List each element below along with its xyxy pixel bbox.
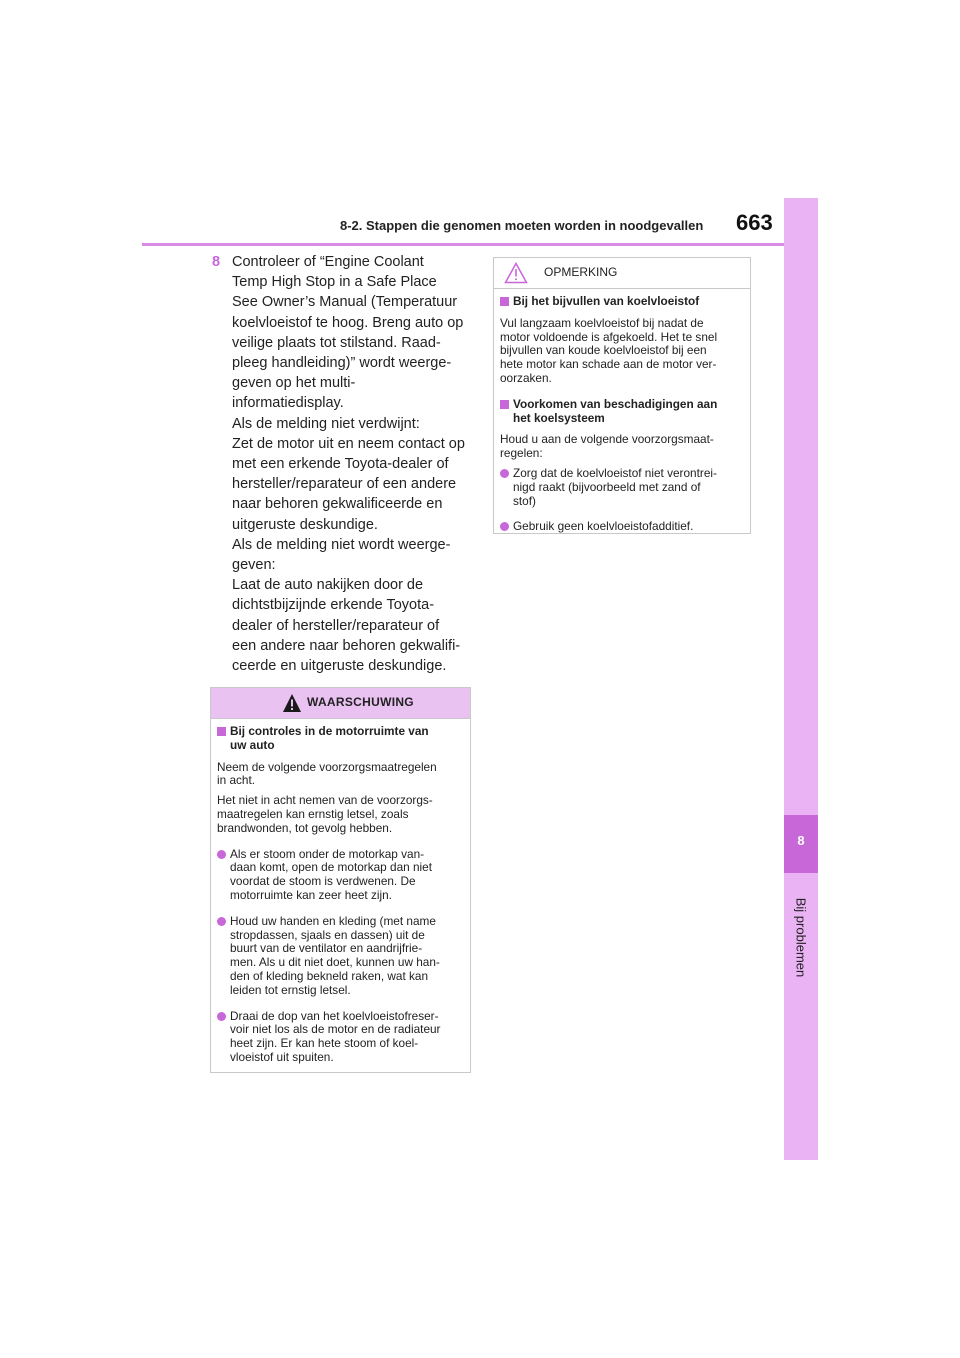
text-line: geven: (232, 557, 276, 574)
text-line: maatregelen kan ernstig letsel, zoals (217, 806, 409, 821)
round-bullet-icon (217, 1012, 226, 1021)
text-line: heet zijn. Er kan hete stoom of koel- (230, 1036, 419, 1051)
round-bullet-icon (500, 469, 509, 478)
text-line: Houd uw handen en kleding (met name (230, 913, 436, 928)
text-line: See Owner’s Manual (Temperatuur (232, 294, 458, 311)
text-line: voordat de stoom is verdwenen. De (230, 874, 416, 889)
notice-bullet (500, 520, 744, 534)
text-line: voir niet los als de motor en de radiateur (230, 1022, 441, 1037)
text-line: dichtstbijzijnde erkende Toyota- (232, 597, 435, 614)
notice-section-title (500, 295, 744, 309)
warning-paragraph (217, 794, 464, 835)
text-line: Temp High Stop in a Safe Place (232, 274, 437, 291)
text-line: in acht. (217, 773, 256, 788)
text-line: Controleer of “Engine Coolant (232, 254, 424, 270)
page-number: 663 (736, 210, 773, 235)
text-line: hersteller/reparateur of een andere (232, 476, 457, 493)
square-bullet-icon (217, 727, 226, 736)
text-line: den of kleding bekneld raken, wat kan (230, 968, 429, 983)
text-line: regelen: (500, 446, 543, 461)
text-line: uw auto (230, 737, 275, 752)
notice-header (494, 258, 750, 289)
text-line: men. Als u dit niet doet, kunnen uw han- (230, 955, 440, 970)
warning-header (211, 688, 470, 719)
text-line: Laat de auto nakijken door de (232, 577, 424, 594)
notice-box (493, 257, 751, 534)
text-line: Als de melding niet wordt weerge- (232, 536, 451, 553)
notice-paragraph (500, 317, 744, 386)
text-line: informatiedisplay. (232, 395, 344, 412)
round-bullet-icon (217, 850, 226, 859)
text-line: buurt van de ventilator en aandrijfrie- (230, 941, 423, 956)
text-line: dealer of hersteller/reparateur of (232, 617, 440, 634)
text-line: Voorkomen van beschadigingen aan (513, 396, 718, 411)
text-line: stof) (513, 493, 536, 508)
caution-triangle-icon (504, 262, 528, 284)
warning-bullet (217, 1010, 464, 1065)
text-line: Als de melding niet verdwijnt: (232, 415, 420, 432)
text-line: een andere naar behoren gekwalifi- (232, 637, 461, 654)
chapter-tab-label: Bij problemen (793, 897, 809, 978)
step-text (232, 252, 474, 676)
text-line: oorzaken. (500, 370, 552, 385)
text-line: ceerde en uitgeruste deskundige. (232, 658, 447, 675)
text-line: bijvullen van koude koelvloeistof bij een (500, 343, 707, 358)
round-bullet-icon (217, 917, 226, 926)
text-line: koelvloeistof te hoog. Breng auto op (232, 314, 464, 331)
text-line: naar behoren gekwalificeerde en (232, 496, 443, 513)
text-line: Houd u aan de volgende voorzorgsmaat- (500, 432, 714, 447)
warning-label: WAARSCHUWING (307, 695, 414, 709)
text-line: Neem de volgende voorzorgsmaatregelen (217, 759, 437, 774)
step-8 (212, 252, 474, 676)
text-line: nigd raakt (bijvoorbeeld met zand of (513, 479, 701, 494)
text-line: hete motor kan schade aan de motor ver- (500, 357, 717, 372)
chapter-side-strip (784, 198, 818, 1160)
text-line: Draai de dop van het koelvloeistofreser- (230, 1008, 439, 1023)
text-line: daan komt, open de motorkap dan niet (230, 860, 432, 875)
text-line: veilige plaats tot stilstand. Raad- (232, 334, 441, 351)
step-number: 8 (212, 254, 221, 270)
text-line: Zorg dat de koelvloeistof niet verontrei- (513, 465, 717, 480)
text-line: brandwonden, tot gevolg hebben. (217, 820, 393, 835)
text-line: Zet de motor uit en neem contact op (232, 435, 465, 452)
notice-section-title (500, 398, 744, 426)
round-bullet-icon (500, 522, 509, 531)
text-line: Als er stoom onder de motorkap van- (230, 846, 425, 861)
square-bullet-icon (500, 297, 509, 306)
text-line: pleeg handleiding)” wordt weerge- (232, 355, 452, 372)
warning-box (210, 687, 471, 1073)
warning-section-title (217, 725, 464, 753)
header-divider (142, 243, 784, 246)
warning-bullet (217, 915, 464, 998)
text-line: Vul langzaam koelvloeistof bij nadat de (500, 315, 704, 330)
text-line: Gebruik geen koelvloeistofadditief. (513, 519, 694, 534)
text-line: leiden tot ernstig letsel. (230, 982, 351, 997)
warning-triangle-icon (282, 693, 302, 713)
text-line: vloeistof uit spuiten. (230, 1049, 334, 1064)
text-line: stropdassen, sjaals en dassen) uit de (230, 927, 425, 942)
text-line: het koelsysteem (513, 410, 605, 425)
warning-bullet (217, 848, 464, 903)
text-line: motor voldoende is afgekoeld. Het te snel (500, 329, 718, 344)
text-line: Bij controles in de motorruimte van (230, 724, 429, 738)
text-line: motorruimte kan zeer heet zijn. (230, 887, 392, 902)
notice-bullet (500, 467, 744, 508)
warning-paragraph (217, 761, 464, 789)
chapter-tab-number: 8 (797, 833, 805, 848)
notice-paragraph (500, 433, 744, 461)
notice-label: OPMERKING (544, 265, 618, 279)
text-line: uitgeruste deskundige. (232, 516, 378, 533)
text-line: met een erkende Toyota-dealer of (232, 456, 449, 473)
square-bullet-icon (500, 400, 509, 409)
text-line: Het niet in acht nemen van de voorzorgs- (217, 793, 433, 808)
text-line: Bij het bijvullen van koelvloeistof (513, 294, 700, 308)
section-header-title: 8-2. Stappen die genomen moeten worden in noodgevallen (340, 218, 704, 233)
text-line: geven op het multi- (232, 375, 356, 392)
